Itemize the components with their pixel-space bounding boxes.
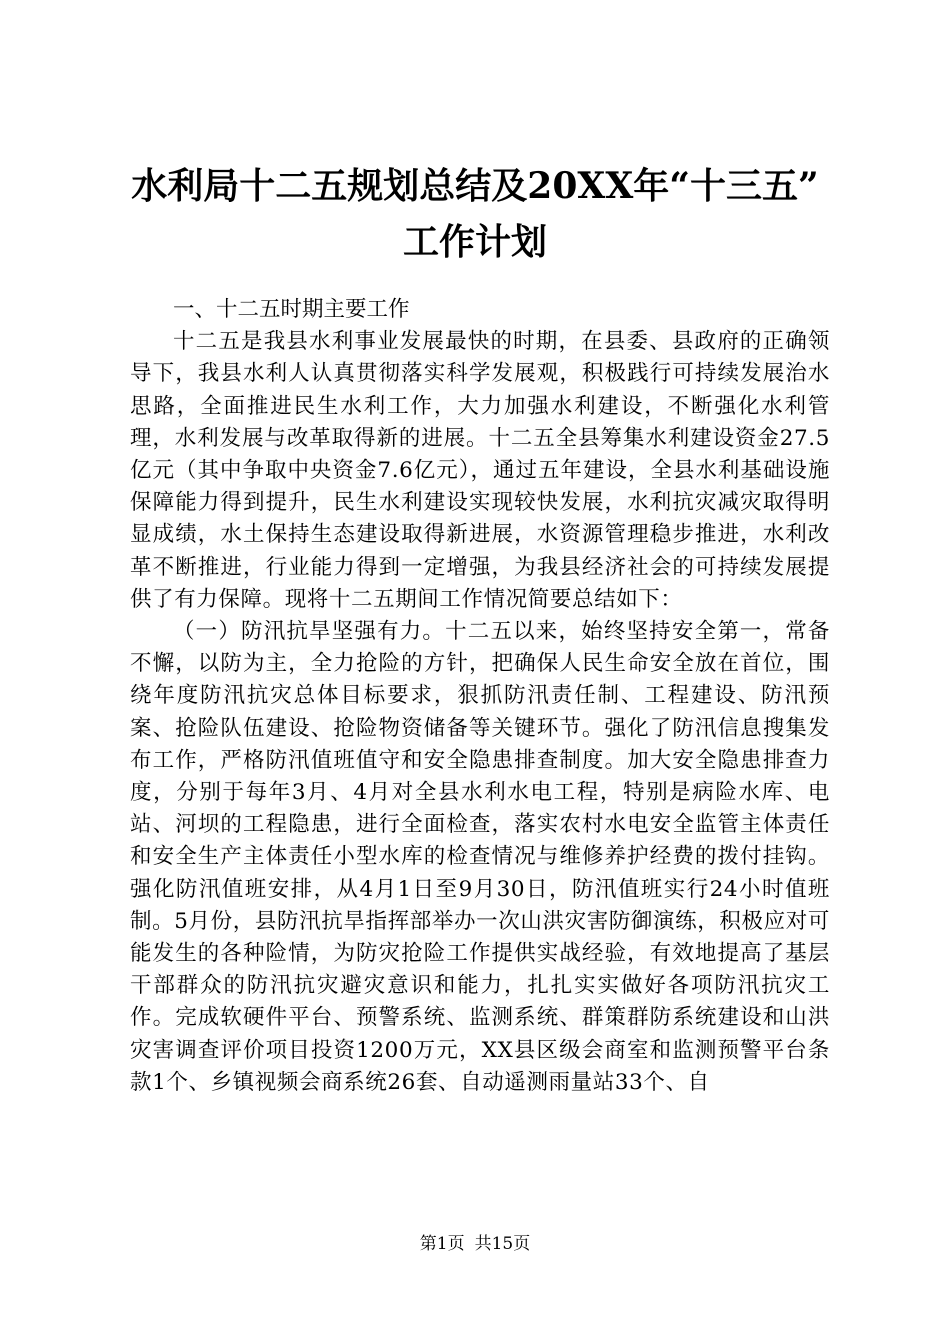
document-body — [130, 294, 830, 1099]
page-footer — [0, 1232, 950, 1256]
document-title — [110, 158, 840, 270]
paragraph-intro: 十二五是我县水利事业发展最快的时期，在县委、县政府的正确领导下，我县水利人认真贯彻落实科学发展观，积极践行可持续发展治水思路，全面推进民生水利工作，大力加强水利建设，不断强化水利管理，水利发展与改革取得新的进展。十二五全县筹集水利建设资金27.5亿元（其中争取中央资金7.6亿元），通过五年建设，全县水利基础设施保障能力得到提升，民生水利建设实现较快发展，水利抗灾减灾取得明显成绩，水土保持生态建设取得新进展，水资源管理稳步推进，水利改革不断推进，行业能力得到一定增强，为我县经济社会的可持续发展提供了有力保障。现将十二五期间工作情况简要总结如下： — [130, 329, 830, 612]
page-number: 第1页 — [419, 1234, 465, 1254]
page-total: 共15页 — [474, 1234, 531, 1254]
paragraph-flood-control: （一）防汛抗旱坚强有力。十二五以来，始终坚持安全第一，常备不懈，以防为主，全力抢险的方针，把确保人民生命安全放在首位，围绕年度防汛抗灾总体目标要求，狠抓防汛责任制、工程建设、防汛预案、抢险队伍建设、抢险物资储备等关键环节。强化了防汛信息搜集发布工作，严格防汛值班值守和安全隐患排查制度。加大安全隐患排查力度，分别于每年3月、4月对全县水利水电工程，特别是病险水库、电站、河坝的工程隐患，进行全面检查，落实农村水电安全监管主体责任和安全生产主体责任小型水库的检查情况与维修养护经费的拨付挂钩。强化防汛值班安排，从4月1日至9月30日，防汛值班实行24小时值班制。5月份，县防汛抗旱指挥部举办一次山洪灾害防御演练，积极应对可能发生的各种险情，为防灾抢险工作提供实战经验，有效地提高了基层干部群众的防汛抗灾避灾意识和能力，扎扎实实做好各项防汛抗灾工作。完成软硬件平台、预警系统、监测系统、群策群防系统建设和山洪灾害调查评价项目投资1200万元，XX县区级会商室和监测预警平台条款1个、乡镇视频会商系统26套、自动遥测雨量站33个、自 — [130, 619, 830, 1095]
section-heading: 一、十二五时期主要工作 — [173, 297, 410, 322]
title-line-2: 工作计划 — [402, 221, 547, 263]
title-line-1: 水利局十二五规划总结及20XX年“十三五” — [131, 165, 819, 207]
